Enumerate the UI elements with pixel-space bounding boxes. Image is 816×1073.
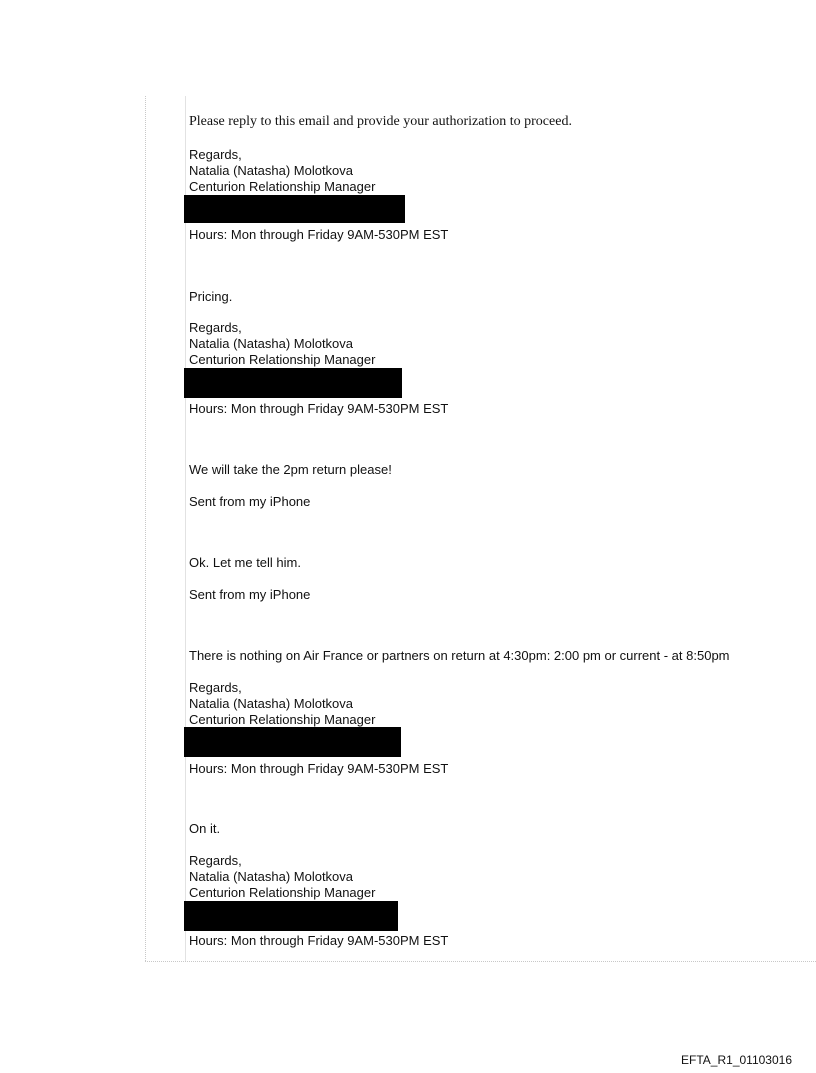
signature-regards: Regards, (189, 853, 242, 868)
redaction-block (184, 195, 405, 223)
sent-from: Sent from my iPhone (189, 494, 311, 509)
signature-regards: Regards, (189, 680, 242, 695)
email-body: Pricing. (189, 289, 233, 304)
signature-hours: Hours: Mon through Friday 9AM-530PM EST (189, 401, 449, 416)
thread-border-left (145, 96, 146, 961)
email-body: We will take the 2pm return please! (189, 462, 392, 477)
signature-regards: Regards, (189, 147, 242, 162)
quote-border (185, 96, 186, 961)
signature-name: Natalia (Natasha) Molotkova (189, 336, 354, 351)
signature-regards: Regards, (189, 320, 242, 335)
redaction-block (184, 901, 398, 931)
signature-name: Natalia (Natasha) Molotkova (189, 869, 354, 884)
signature-hours: Hours: Mon through Friday 9AM-530PM EST (189, 933, 449, 948)
email-body: Ok. Let me tell him. (189, 555, 301, 570)
signature-title: Centurion Relationship Manager (189, 885, 376, 900)
sent-from: Sent from my iPhone (189, 587, 311, 602)
signature-name: Natalia (Natasha) Molotkova (189, 696, 354, 711)
email-body: Please reply to this email and provide your authorization to proceed. (189, 114, 572, 129)
thread-border-bottom (145, 961, 816, 962)
signature-title: Centurion Relationship Manager (189, 179, 376, 194)
signature-title: Centurion Relationship Manager (189, 712, 376, 727)
document-id: EFTA_R1_01103016 (681, 1053, 792, 1067)
redaction-block (184, 368, 402, 398)
email-body: On it. (189, 821, 221, 836)
signature-title: Centurion Relationship Manager (189, 352, 376, 367)
redaction-block (184, 727, 401, 757)
signature-name: Natalia (Natasha) Molotkova (189, 163, 354, 178)
signature-hours: Hours: Mon through Friday 9AM-530PM EST (189, 227, 449, 242)
signature-hours: Hours: Mon through Friday 9AM-530PM EST (189, 761, 449, 776)
email-body: There is nothing on Air France or partners on return at 4:30pm: 2:00 pm or current - at 8:50pm (189, 648, 730, 663)
